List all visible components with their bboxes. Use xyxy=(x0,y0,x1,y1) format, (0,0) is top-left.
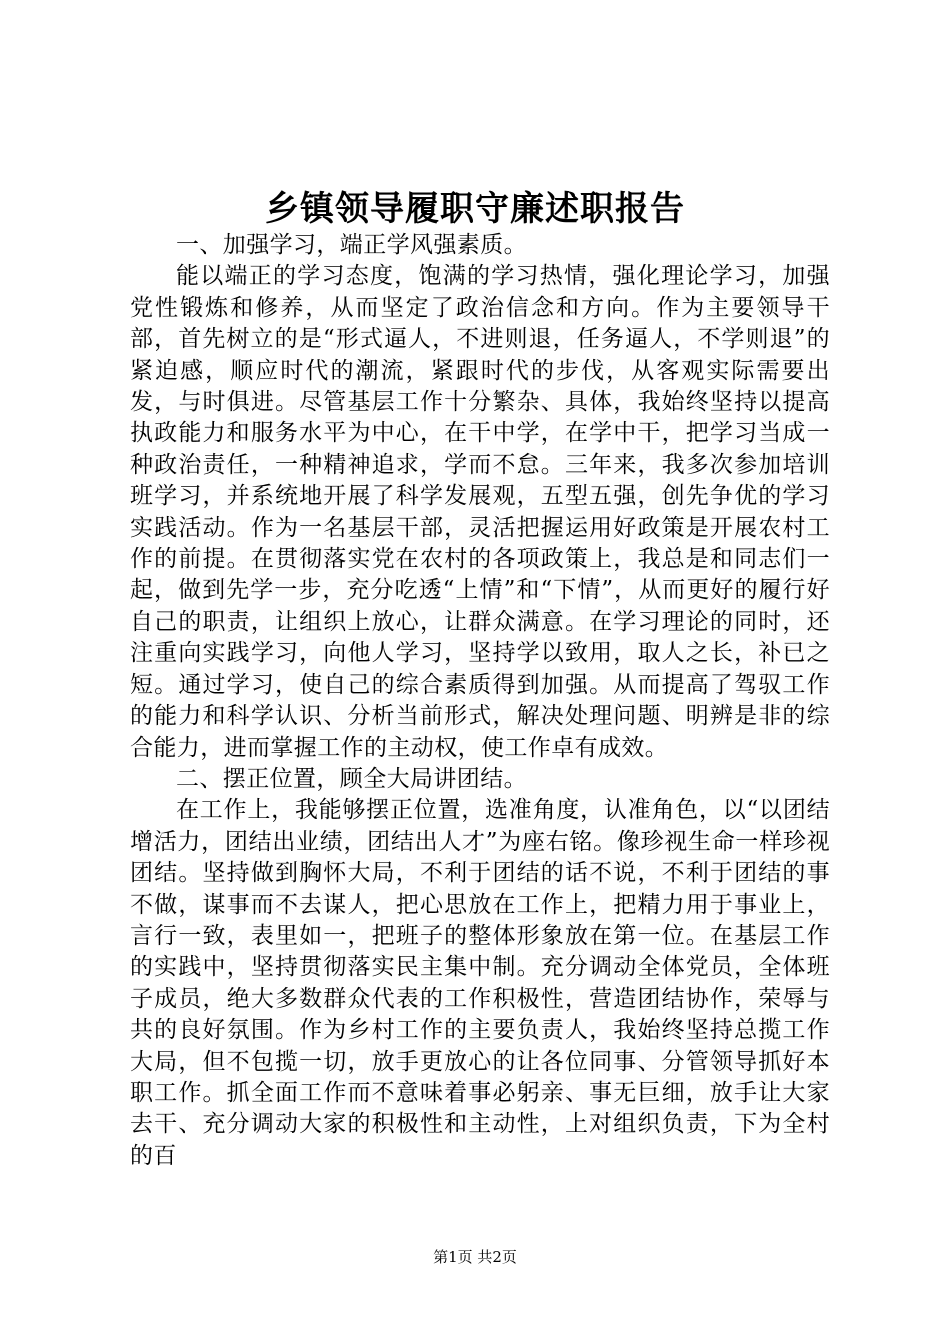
section-paragraph: 能以端正的学习态度，饱满的学习热情，强化理论学习，加强党性锻炼和修养，从而坚定了政治信念和方向。作为主要领导干部，首先树立的是“形式逼人，不进则退，任务逼人，不学则退”的紧迫感，顺应时代的潮流，紧跟时代的步伐，从客观实际需要出发，与时俱进。尽管基层工作十分繁杂、具体，我始终坚持以提高执政能力和服务水平为中心，在干中学，在学中干，把学习当成一种政治责任，一种精神追求，学而不怠。三年来，我多次参加培训班学习，并系统地开展了科学发展观，五型五强，创先争优的学习实践活动。作为一名基层干部，灵活把握运用好政策是开展农村工作的前提。在贯彻落实党在农村的各项政策上，我总是和同志们一起，做到先学一步，充分吃透“上情”和“下情”，从而更好的履行好自己的职责，让组织上放心，让群众满意。在学习理论的同时，还注重向实践学习，向他人学习，坚持学以致用，取人之长，补已之短。通过学习，使自己的综合素质得到加强。从而提高了驾驭工作的能力和科学认识、分析当前形式，解决处理问题、明辨是非的综合能力，进而掌握工作的主动权，使工作卓有成效。 xyxy=(130,263,830,761)
page-title: 乡镇领导履职守廉述职报告 xyxy=(265,189,685,229)
section-paragraph: 在工作上，我能够摆正位置，选准角度，认准角色，以“以团结增活力，团结出业绩，团结出人才”为座右铭。像珍视生命一样珍视团结。坚持做到胸怀大局，不利于团结的话不说，不利于团结的事不做，谋事而不去谋人，把心思放在工作上，把精力用于事业上，言行一致，表里如一，把班子的整体形象放在第一位。在基层工作的实践中，坚持贯彻落实民主集中制。充分调动全体党员，全体班子成员，绝大多数群众代表的工作积极性，营造团结协作，荣辱与共的良好氛围。作为乡村工作的主要负责人，我始终坚持总揽工作大局，但不包揽一切，放手更放心的让各位同事、分管领导抓好本职工作。抓全面工作而不意味着事必躬亲、事无巨细，放手让大家去干、充分调动大家的积极性和主动性，上对组织负责，下为全村的百 xyxy=(130,797,830,1169)
document-body xyxy=(130,230,830,1172)
section-heading: 二、摆正位置，顾全大局讲团结。 xyxy=(176,765,527,792)
page-footer: 第1页 共2页 xyxy=(433,1248,517,1266)
section-heading: 一、加强学习，端正学风强素质。 xyxy=(176,232,527,258)
